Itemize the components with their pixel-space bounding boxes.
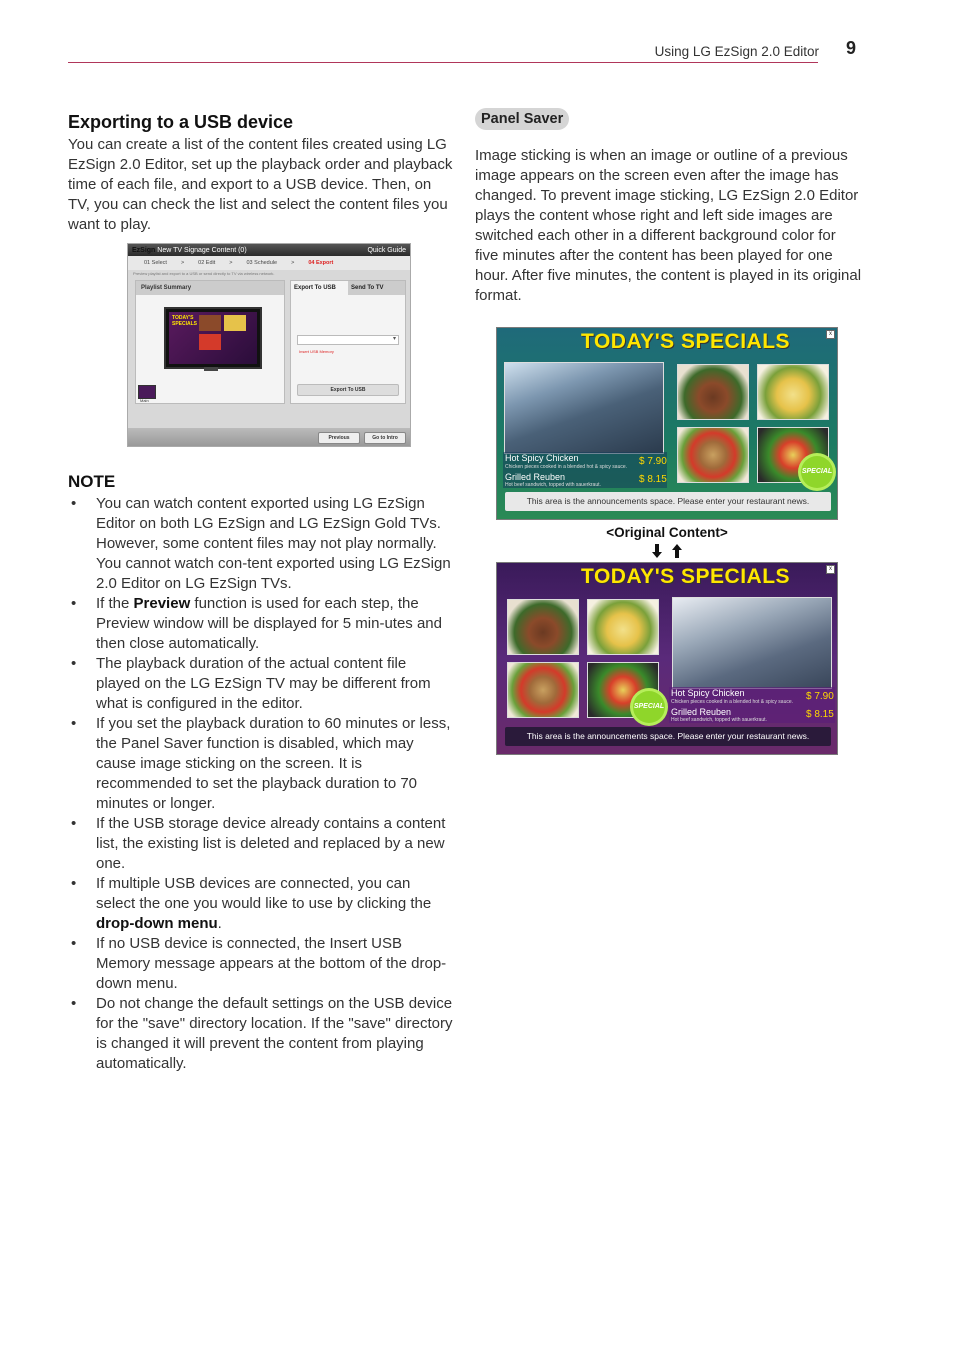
step-separator: > — [180, 260, 185, 266]
tab-send-to-tv[interactable]: Send To TV — [348, 281, 405, 295]
tv-food-thumb — [199, 315, 221, 331]
item2-price: $ 8.15 — [806, 709, 834, 720]
note-item: • If no USB device is connected, the Insert USB Memory message appears at the bottom of the drop-down menu. — [68, 934, 453, 994]
section-heading: Exporting to a USB device — [68, 112, 294, 132]
step-select[interactable]: 01 Select — [144, 260, 167, 266]
item1-name: Hot Spicy Chicken — [671, 688, 745, 698]
editor-logo: EzSign — [132, 246, 156, 254]
export-to-usb-button[interactable]: Export To USB — [297, 384, 399, 396]
note-item: • The playback duration of the actual content file played on the LG EzSign TV may be different from what is configured in the editor. — [68, 654, 453, 714]
note-item: • If the USB storage device already contains a content list, the existing list is deleted and replaced by a new one. — [68, 814, 453, 874]
step-edit[interactable]: 02 Edit — [198, 260, 216, 266]
board-title: TODAY'S SPECIALS — [581, 565, 791, 588]
note-list — [68, 494, 453, 1074]
insert-usb-message: Insert USB Memory — [299, 349, 334, 354]
editor-footer — [128, 428, 410, 446]
note-item: • You can watch content exported using LG EzSign Editor on both LG EzSign and LG EzSign Gold TVs. However, some content files may not play normally. You cannot watch con-tent exported using LG EzSign 2.0 Editor on LG EzSign TVs. — [68, 494, 453, 594]
panel-saver-label: Panel Saver — [475, 108, 569, 130]
note-bold-text: Preview — [133, 595, 191, 612]
chevron-down-icon: ▾ — [392, 336, 396, 342]
menu-box — [669, 687, 835, 723]
note-title: NOTE — [68, 472, 116, 491]
note-item: • Do not change the default settings on the USB device for the "save" directory location. If the "save" directory is changed it will prevent the content from playing automatically. — [68, 994, 453, 1074]
food-photo-steak — [507, 599, 579, 655]
playlist-summary-header: Playlist Summary — [136, 281, 284, 295]
tv-screen — [169, 312, 257, 364]
editor-titlebar — [128, 244, 410, 256]
item1-price: $ 7.90 — [806, 691, 834, 702]
panel-saver-paragraph: Image sticking is when an image or outline of a previous image appears on the screen even after the image has changed. To prevent image sticking, LG EzSign 2.0 Editor plays the content whose right and left side images are switched each other in a different background color for five minutes after the content has been played for one hour. After five minutes, the content is played in its original format. — [475, 147, 862, 304]
item2-name: Grilled Reuben — [505, 472, 566, 482]
page-number: 9 — [846, 38, 857, 58]
item2-desc: Hot beef sandwich, topped with sauerkraut. — [505, 482, 601, 488]
note-bold-text: drop-down menu — [96, 915, 218, 932]
step-schedule[interactable]: 03 Schedule — [246, 260, 278, 266]
right-column — [475, 108, 865, 306]
close-icon: x — [826, 565, 835, 574]
note-item — [68, 874, 453, 934]
step-separator: > — [229, 260, 233, 266]
note-text: function is used for each step, the Preview window will be displayed for 5 min-utes and then close automatically. — [96, 595, 442, 652]
quick-guide-button[interactable]: Quick Guide — [367, 246, 406, 254]
announcement-bar: This area is the announcements space. Please enter your restaurant news. — [505, 727, 831, 746]
step-export[interactable]: 04 Export — [308, 260, 334, 266]
close-icon: x — [826, 330, 835, 339]
header-rule — [68, 62, 818, 63]
food-photo-sandwich — [677, 427, 749, 483]
left-column — [68, 112, 453, 235]
editor-window-title: New TV Signage Content (0) — [157, 246, 247, 254]
item1-price: $ 7.90 — [639, 456, 667, 467]
special-badge: SPECIAL — [801, 456, 833, 488]
export-panel — [290, 280, 406, 404]
note-text: If multiple USB devices are connected, you can select the one you would like to use by clicking the — [96, 875, 432, 912]
note-section — [68, 472, 453, 1074]
playlist-summary-panel — [135, 280, 285, 404]
tv-food-thumb — [224, 315, 246, 331]
item1-desc: Chicken pieces cooked in a blended hot & spicy sauce. — [671, 699, 794, 705]
tv-stand — [204, 367, 218, 371]
tv-preview — [164, 307, 262, 369]
item1-desc: Chicken pieces cooked in a blended hot & spicy sauce. — [505, 464, 628, 470]
playlist-thumb-label: Main — [140, 398, 149, 403]
note-text: . — [217, 915, 222, 932]
playlist-thumb[interactable] — [138, 385, 156, 399]
note-text: If the — [96, 595, 134, 612]
city-photo — [504, 362, 664, 454]
announcement-bar: This area is the announcements space. Please enter your restaurant news. — [505, 492, 831, 511]
item2-name: Grilled Reuben — [671, 707, 732, 717]
device-photo — [672, 597, 832, 689]
editor-subtitle: Preview playlist and export to a USB or send directly to TV via wireless network. — [133, 271, 275, 276]
step-separator: > — [291, 260, 295, 266]
food-photo-pasta — [587, 599, 659, 655]
item2-price: $ 8.15 — [639, 474, 667, 485]
editor-screenshot — [127, 243, 411, 447]
intro-paragraph: You can create a list of the content files created using LG EzSign 2.0 Editor, set up the playback order and playback time of each file, and export to a USB device. Then, on TV, you can check the list and select the content files you want to play. — [68, 136, 453, 233]
running-header: Using LG EzSign 2.0 Editor — [654, 44, 819, 59]
previous-button[interactable]: Previous — [318, 432, 360, 444]
export-tabs — [291, 281, 405, 295]
original-content-caption: <Original Content> — [606, 525, 728, 540]
tab-export-to-usb[interactable]: Export To USB — [291, 281, 348, 295]
go-to-intro-button[interactable]: Go to Intro — [364, 432, 406, 444]
swap-arrows-icon — [651, 543, 683, 559]
editor-steps — [128, 256, 410, 270]
specials-board-swapped — [496, 562, 838, 755]
item1-name: Hot Spicy Chicken — [505, 453, 579, 463]
note-item: • If you set the playback duration to 60 minutes or less, the Panel Saver function is disabled, which may cause image sticking on the screen. It is recommended to set the playback duration to 70 minutes or longer. — [68, 714, 453, 814]
note-item — [68, 594, 453, 654]
menu-box — [503, 452, 667, 488]
food-photo-sandwich — [507, 662, 579, 718]
special-badge: SPECIAL — [633, 691, 665, 723]
tv-title: TODAY'S SPECIALS — [172, 315, 198, 327]
specials-board-original — [496, 327, 838, 520]
item2-desc: Hot beef sandwich, topped with sauerkraut. — [671, 717, 767, 723]
usb-dropdown[interactable] — [297, 335, 399, 345]
food-photo-steak — [677, 364, 749, 420]
food-photo-pasta — [757, 364, 829, 420]
tv-food-thumb — [199, 334, 221, 350]
board-title: TODAY'S SPECIALS — [581, 330, 791, 353]
